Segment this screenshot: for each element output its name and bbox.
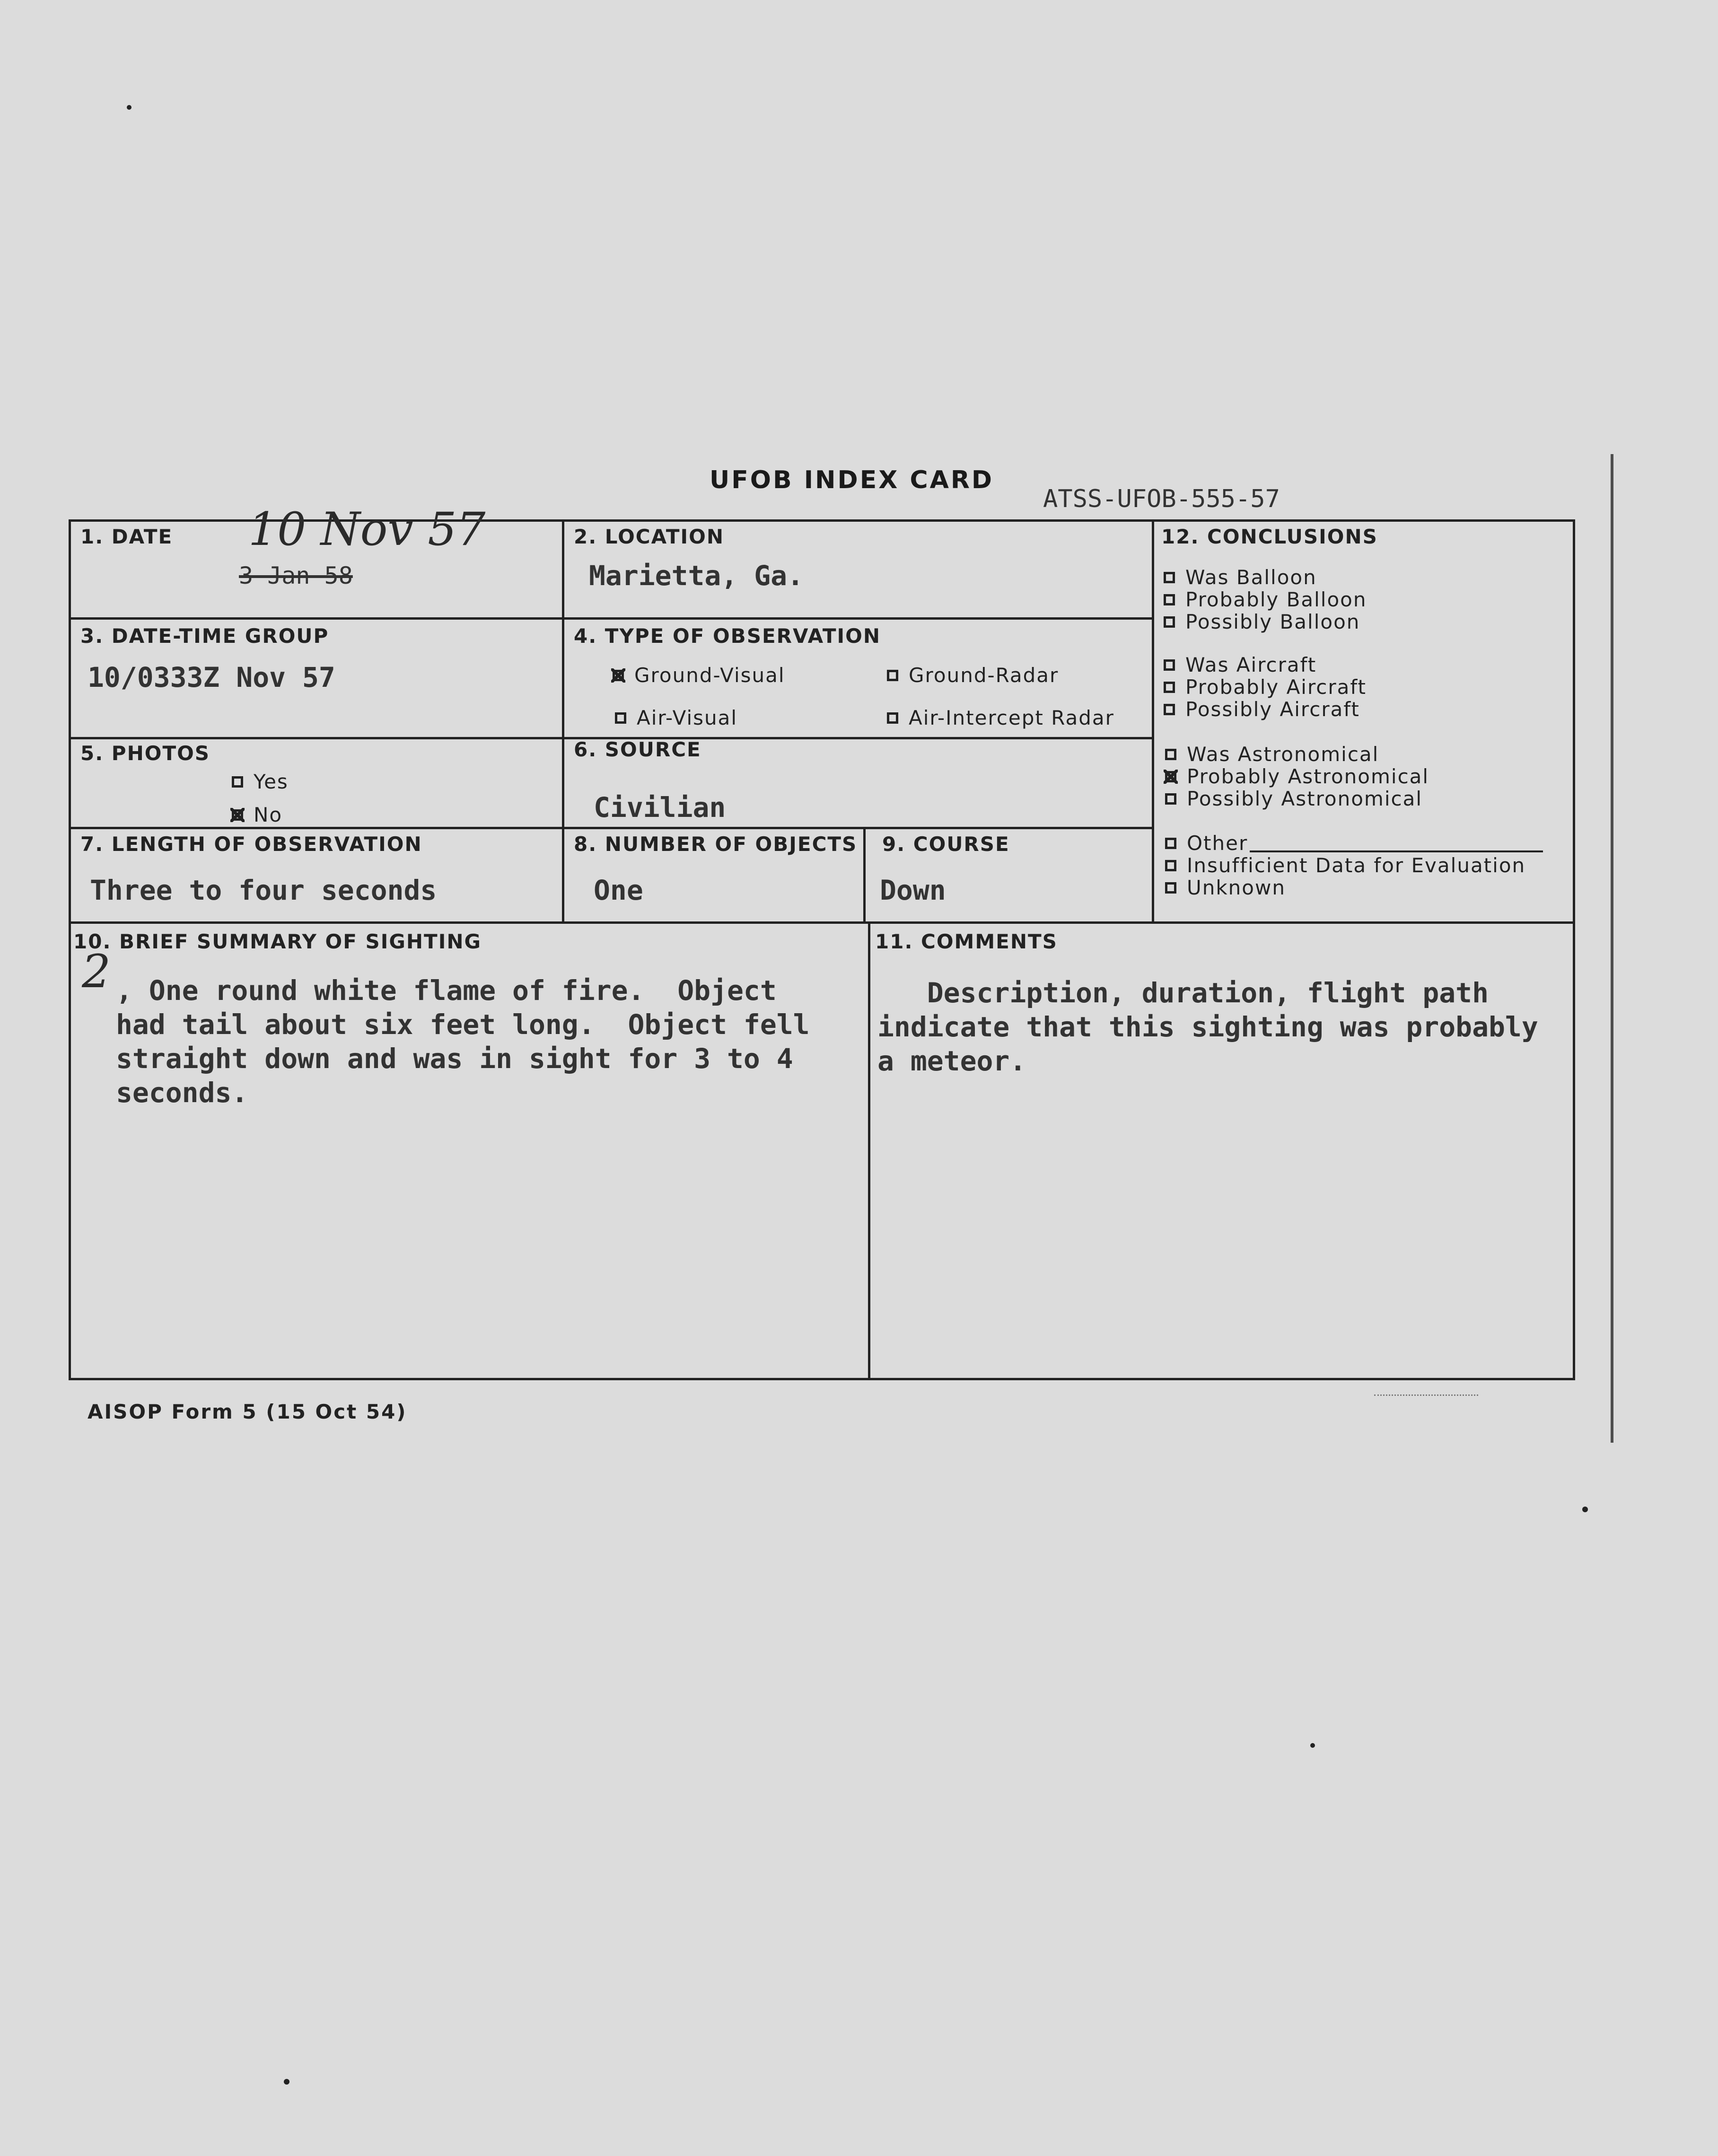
checkbox-icon[interactable] — [887, 670, 898, 681]
checkbox-icon[interactable] — [232, 776, 243, 788]
option-ground-visual[interactable] — [613, 664, 785, 687]
conclusion-probably-astronomical[interactable] — [1165, 765, 1429, 788]
checkbox-icon[interactable] — [887, 712, 898, 724]
option-label: Possibly Aircraft — [1185, 698, 1360, 721]
divider-row4 — [69, 921, 1575, 924]
checkbox-icon[interactable] — [1165, 838, 1176, 849]
index-card — [69, 503, 1575, 1380]
border-bottom — [69, 1378, 1575, 1380]
option-air-intercept-radar[interactable] — [887, 706, 1114, 729]
checkbox-icon[interactable] — [1165, 882, 1176, 894]
length-of-observation-value: Three to four seconds — [90, 874, 437, 906]
border-left — [69, 519, 71, 1380]
checkbox-icon[interactable] — [1164, 682, 1175, 693]
form-identifier: AISOP Form 5 (15 Oct 54) — [88, 1400, 407, 1423]
option-label: Was Aircraft — [1185, 653, 1317, 676]
case-number: ATSS-UFOB-555-57 — [1043, 485, 1280, 513]
conclusion-insufficient-data[interactable] — [1165, 854, 1525, 877]
summary-handwritten-mark: 2 — [82, 945, 111, 998]
checkbox-icon[interactable] — [1164, 594, 1175, 605]
date-time-group-label: 3. DATE-TIME GROUP — [80, 624, 329, 648]
comments-text: Description, duration, flight path indicate that this sighting was probably a meteor. — [877, 977, 1538, 1077]
conclusion-possibly-balloon[interactable] — [1164, 610, 1360, 633]
divider-row3 — [69, 827, 1152, 829]
option-label: No — [254, 803, 283, 826]
divider-conclusions — [1152, 519, 1154, 921]
checkbox-icon[interactable] — [1165, 771, 1176, 782]
location-label: 2. LOCATION — [574, 525, 724, 548]
number-of-objects-value: One — [594, 874, 643, 906]
checkbox-icon[interactable] — [232, 809, 243, 821]
option-label: Possibly Astronomical — [1187, 787, 1423, 810]
option-photos-no[interactable] — [232, 803, 282, 826]
date-label: 1. DATE — [80, 525, 173, 548]
checkbox-icon[interactable] — [1164, 704, 1175, 715]
conclusion-possibly-aircraft[interactable] — [1164, 698, 1360, 721]
conclusion-unknown[interactable] — [1165, 876, 1286, 899]
checkbox-icon[interactable] — [1164, 572, 1175, 583]
divider-col8-9 — [863, 827, 866, 924]
source-label: 6. SOURCE — [574, 738, 701, 761]
option-label: Ground-Visual — [634, 664, 785, 687]
location-value: Marietta, Ga. — [589, 560, 804, 592]
type-of-observation-label: 4. TYPE OF OBSERVATION — [574, 624, 881, 648]
comments-label: 11. COMMENTS — [875, 930, 1058, 953]
option-label: Insufficient Data for Evaluation — [1187, 854, 1526, 877]
option-label: Was Balloon — [1185, 566, 1317, 589]
date-time-group-value: 10/0333Z Nov 57 — [88, 661, 335, 693]
date-struck-value: 3 Jan 58 — [239, 562, 353, 589]
checkbox-icon[interactable] — [1165, 749, 1176, 760]
dust-speck — [127, 105, 131, 110]
dust-speck — [284, 2079, 289, 2085]
option-label: Probably Balloon — [1185, 588, 1367, 611]
course-value: Down — [880, 874, 946, 906]
length-of-observation-label: 7. LENGTH OF OBSERVATION — [80, 833, 422, 856]
printer-mark — [1374, 1394, 1478, 1400]
dust-speck — [1310, 1743, 1315, 1748]
conclusion-was-balloon[interactable] — [1164, 566, 1317, 589]
option-label: Possibly Balloon — [1185, 610, 1360, 633]
photos-label: 5. PHOTOS — [80, 742, 210, 765]
conclusion-possibly-astronomical[interactable] — [1165, 787, 1422, 810]
option-label: Probably Astronomical — [1187, 765, 1429, 788]
brief-summary-label: 10. BRIEF SUMMARY OF SIGHTING — [73, 930, 482, 953]
checkbox-icon[interactable] — [615, 712, 626, 724]
option-label: Unknown — [1187, 876, 1286, 899]
divider-col1 — [562, 519, 564, 924]
sheet-edge — [1611, 454, 1613, 1443]
checkbox-icon[interactable] — [1165, 793, 1176, 805]
checkbox-icon[interactable] — [1164, 616, 1175, 628]
option-label: Yes — [254, 770, 289, 793]
option-label: Air-Visual — [637, 706, 738, 729]
divider-summary-comments — [868, 921, 870, 1380]
checkbox-icon[interactable] — [1165, 860, 1176, 871]
checkbox-icon[interactable] — [613, 670, 624, 681]
checkbox-icon[interactable] — [1164, 659, 1175, 671]
option-label: Air-Intercept Radar — [909, 706, 1114, 729]
option-air-visual[interactable] — [615, 706, 737, 729]
conclusion-other[interactable] — [1165, 832, 1543, 855]
option-label: Probably Aircraft — [1185, 675, 1367, 699]
conclusion-probably-balloon[interactable] — [1164, 588, 1367, 611]
number-of-objects-label: 8. NUMBER OF OBJECTS — [574, 833, 858, 856]
conclusion-was-aircraft[interactable] — [1164, 653, 1316, 676]
conclusion-was-astronomical[interactable] — [1165, 743, 1379, 766]
dust-speck — [1582, 1507, 1588, 1512]
course-label: 9. COURSE — [882, 833, 1010, 856]
divider-row1 — [69, 617, 1152, 620]
date-handwritten: 10 Nov 57 — [248, 503, 486, 556]
border-right — [1573, 519, 1575, 1380]
option-ground-radar[interactable] — [887, 664, 1059, 687]
conclusion-probably-aircraft[interactable] — [1164, 675, 1367, 699]
other-write-in-line[interactable] — [1250, 834, 1543, 852]
conclusions-label: 12. CONCLUSIONS — [1161, 525, 1378, 548]
card-title: UFOB INDEX CARD — [710, 466, 994, 494]
option-label: Was Astronomical — [1187, 743, 1379, 766]
option-label: Other — [1187, 832, 1248, 855]
option-photos-yes[interactable] — [232, 770, 289, 793]
brief-summary-text: , One round white flame of fire. Object had tail about six feet long. Object fell straight down and was in sight for 3 to 4 seconds. — [116, 974, 810, 1109]
option-label: Ground-Radar — [909, 664, 1059, 687]
source-value: Civilian — [594, 791, 726, 824]
